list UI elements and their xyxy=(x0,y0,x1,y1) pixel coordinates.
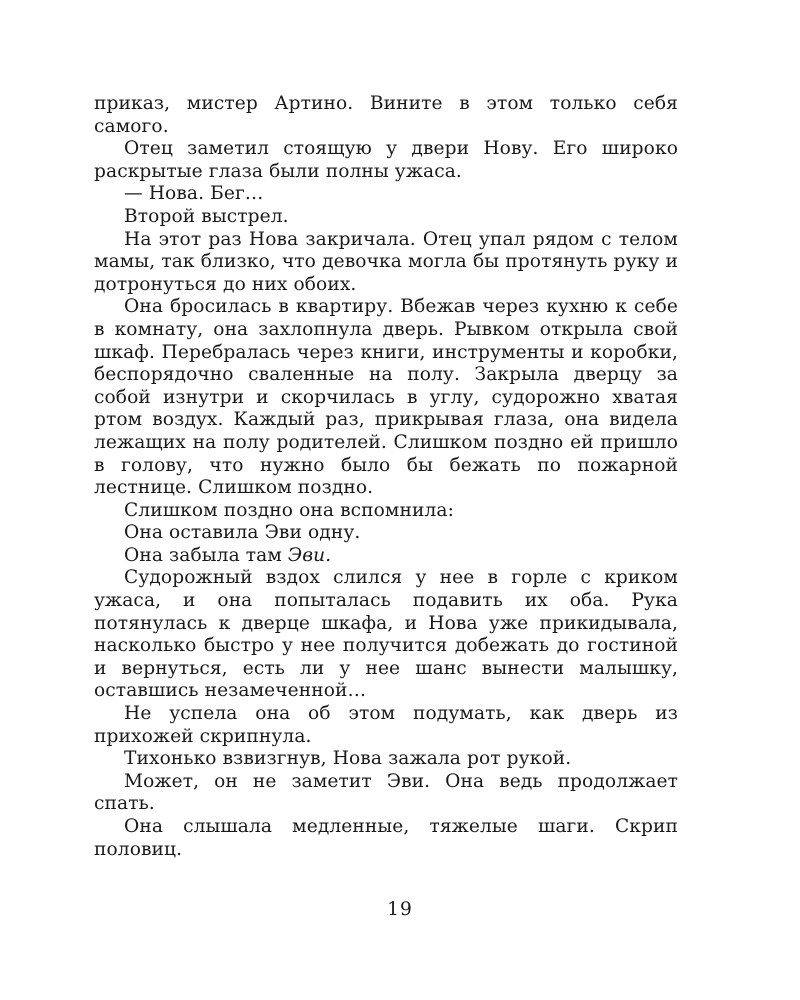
paragraph-4: Второй выстрел. xyxy=(124,205,289,227)
paragraph-1: приказ, мистер Артино. Вините в этом только себя самого. xyxy=(94,93,678,137)
paragraph-9-text: Она забыла там xyxy=(124,544,288,566)
paragraph-11: Не успела она об этом подумать, как дверь из прихожей скрипнула. xyxy=(94,703,678,747)
paragraph-7: Слишком поздно она вспомнила: xyxy=(124,499,454,521)
paragraph-14: Она слышала медленные, тяжелые шаги. Скрип половиц. xyxy=(94,816,678,860)
paragraph-9 xyxy=(94,545,678,568)
dialogue-line: — Нова. Бег… xyxy=(124,183,264,205)
paragraph-8: Она оставила Эви одну. xyxy=(124,522,361,544)
paragraph-12: Тихонько взвизгнув, Нова зажала рот рукой. xyxy=(124,748,572,770)
paragraph-6: Она бросилась в квартиру. Вбежав через кухню к себе в комнату, она захлопнула дверь. Рывком открыла свой шкаф. Перебралась через книги, инструменты и коробки, беспорядочно сваленные на полу. Закрыла дверцу за собой изнутри и скорчилась в углу, судорожно хватая ртом воздух. Каждый раз, прикрывая глаза, она видела лежащих на полу родителей. Слишком поздно ей пришло в голову, что нужно было бы бежать по пожарной лестнице. Слишком поздно. xyxy=(94,296,678,499)
paragraph-10: Судорожный вздох слился у нее в горле с криком ужаса, и она попыталась подавить их оба. Рука потянулась к дверце шкафа, и Нова уже прикидывала, насколько быстро у нее получится добежать до гостиной и вернуться, есть ли у нее шанс вынести малышку, оставшись незамеченной… xyxy=(94,567,678,702)
paragraph-13: Может, он не заметит Эви. Она ведь продолжает спать. xyxy=(94,770,678,815)
emphasis-evi: Эви. xyxy=(287,544,332,566)
paragraph-5: На этот раз Нова закричала. Отец упал рядом с телом мамы, так близко, что девочка могла бы протянуть руку и дотронуться до них обоих. xyxy=(94,228,678,295)
paragraph-2: Отец заметил стоящую у двери Нову. Его широко раскрытые глаза были полны ужаса. xyxy=(94,138,678,182)
body-text xyxy=(94,93,678,861)
page-number: 19 xyxy=(387,899,413,920)
